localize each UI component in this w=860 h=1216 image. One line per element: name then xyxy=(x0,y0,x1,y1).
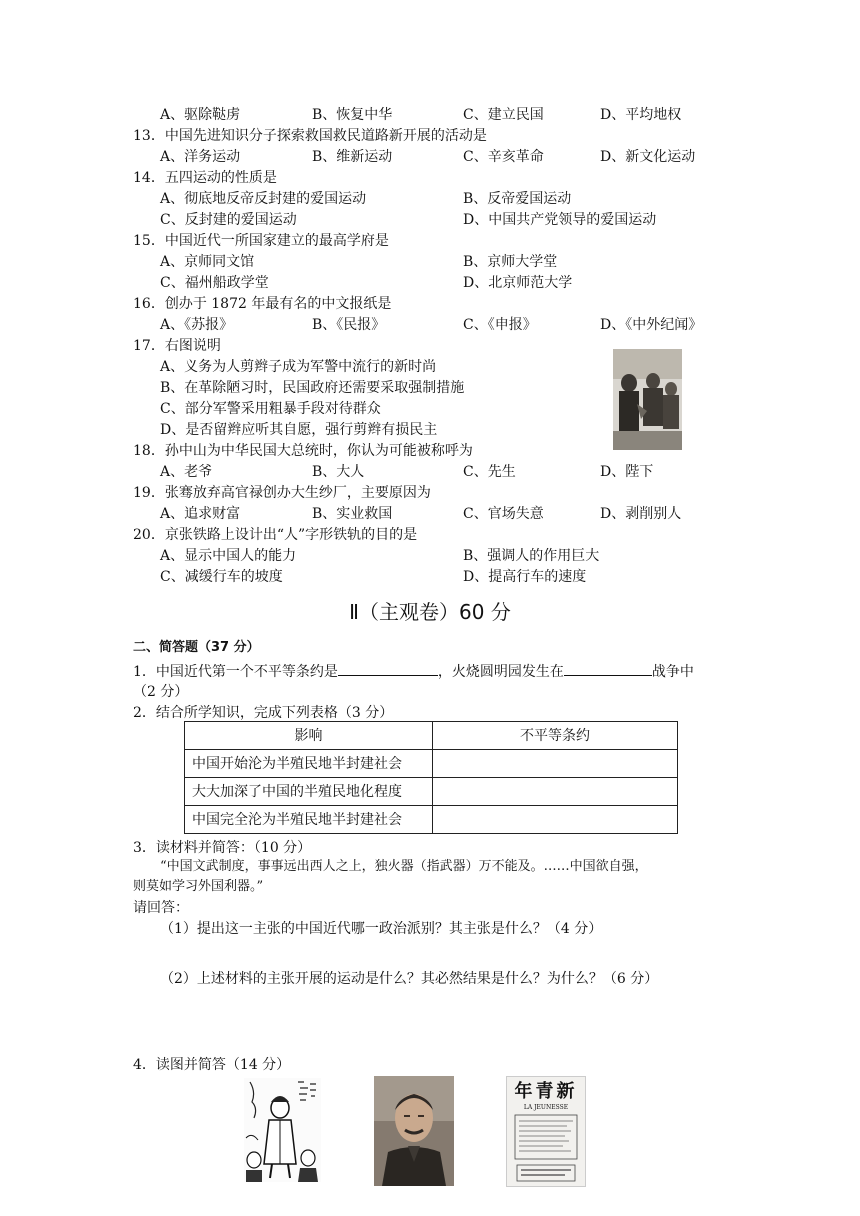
table-row xyxy=(185,750,678,778)
table-cell-answer[interactable] xyxy=(433,806,678,834)
q13-option-c: C、辛亥革命 xyxy=(463,149,544,165)
table-cell-influence: 中国开始沦为半殖民地半封建社会 xyxy=(185,750,433,778)
q17-option-d: D、是否留辫应听其自愿，强行剪辫有损民主 xyxy=(160,422,438,438)
table-header-influence: 影响 xyxy=(185,722,433,750)
q13-option-a: A、洋务运动 xyxy=(160,149,241,165)
q20-option-c: C、减缓行车的坡度 xyxy=(160,569,283,585)
q20-option-b: B、强调人的作用巨大 xyxy=(463,548,600,564)
s1-part1: 1．中国近代第一个不平等条约是 xyxy=(133,664,338,680)
q18-option-d: D、陛下 xyxy=(600,464,654,480)
q17-stem: 17．右图说明 xyxy=(133,338,221,354)
q20-option-d: D、提高行车的速度 xyxy=(463,569,587,585)
q12-option-b: B、恢复中华 xyxy=(312,107,393,123)
magazine-subtitle: LA JEUNESSE xyxy=(523,1104,569,1111)
q14-option-d: D、中国共产党领导的爱国运动 xyxy=(463,212,657,228)
q12-option-a: A、驱除鞑虏 xyxy=(160,107,241,123)
q16-option-b: B、《民报》 xyxy=(312,317,386,333)
q17-option-a: A、义务为人剪辫子成为军警中流行的新时尚 xyxy=(160,359,437,375)
q14-stem: 14．五四运动的性质是 xyxy=(133,170,277,186)
s1-blank-1[interactable] xyxy=(338,661,438,676)
cartoon-illustration xyxy=(244,1078,321,1182)
q13-option-d: D、新文化运动 xyxy=(600,149,696,165)
s1-score: （2 分） xyxy=(133,684,189,700)
q20-stem: 20．京张铁路上设计出“人”字形铁轨的目的是 xyxy=(133,527,418,543)
table-row xyxy=(185,778,678,806)
magazine-cover xyxy=(506,1076,586,1187)
q15-option-a: A、京师同文馆 xyxy=(160,254,255,270)
s3-stem: 3．读材料并简答：（10 分） xyxy=(133,840,312,856)
q12-option-d: D、平均地权 xyxy=(600,107,682,123)
q15-option-b: B、京师大学堂 xyxy=(463,254,558,270)
q16-option-c: C、《申报》 xyxy=(463,317,537,333)
q15-stem: 15．中国近代一所国家建立的最高学府是 xyxy=(133,233,389,249)
s3-sub-question-1: （1）提出这一主张的中国近代哪一政治派别？其主张是什么？（4 分） xyxy=(160,921,603,937)
s2-stem: 2．结合所学知识，完成下列表格（3 分） xyxy=(133,705,394,721)
treaty-table xyxy=(184,721,678,834)
section-heading: 二、简答题（37 分） xyxy=(133,640,260,655)
q18-option-c: C、先生 xyxy=(463,464,516,480)
section-title: Ⅱ（主观卷）60 分 xyxy=(349,600,511,624)
q12-option-c: C、建立民国 xyxy=(463,107,544,123)
table-cell-influence: 大大加深了中国的半殖民地化程度 xyxy=(185,778,433,806)
table-header-treaty: 不平等条约 xyxy=(433,722,678,750)
s1-blank-2[interactable] xyxy=(564,661,652,676)
s1-part2: ，火烧圆明园发生在 xyxy=(437,664,564,680)
s4-stem: 4．读图并简答（14 分） xyxy=(133,1057,291,1073)
q14-option-a: A、彻底地反帝反封建的爱国运动 xyxy=(160,191,367,207)
q16-option-a: A、《苏报》 xyxy=(160,317,234,333)
q16-stem: 16．创办于 1872 年最有名的中文报纸是 xyxy=(133,296,392,312)
q19-option-c: C、官场失意 xyxy=(463,506,544,522)
portrait-photo xyxy=(374,1076,454,1186)
q14-option-b: B、反帝爱国运动 xyxy=(463,191,572,207)
q19-option-b: B、实业救国 xyxy=(312,506,393,522)
s3-quote-line2: 则莫如学习外国利器。” xyxy=(133,879,264,894)
q19-stem: 19．张骞放弃高官禄创办大生纱厂，主要原因为 xyxy=(133,485,431,501)
q17-option-c: C、部分军警采用粗暴手段对待群众 xyxy=(160,401,381,417)
q18-option-a: A、老爷 xyxy=(160,464,213,480)
table-row xyxy=(185,806,678,834)
table-cell-influence: 中国完全沦为半殖民地半封建社会 xyxy=(185,806,433,834)
q13-option-b: B、维新运动 xyxy=(312,149,393,165)
q19-option-d: D、剥削别人 xyxy=(600,506,682,522)
q19-option-a: A、追求财富 xyxy=(160,506,241,522)
q18-stem: 18．孙中山为中华民国大总统时，你认为可能被称呼为 xyxy=(133,443,473,459)
queue-cutting-photo xyxy=(613,349,682,450)
table-cell-answer[interactable] xyxy=(433,750,678,778)
q17-option-b: B、在革除陋习时，民国政府还需要采取强制措施 xyxy=(160,380,465,396)
table-cell-answer[interactable] xyxy=(433,778,678,806)
q13-stem: 13．中国先进知识分子探索救国救民道路新开展的活动是 xyxy=(133,128,487,144)
q18-option-b: B、大人 xyxy=(312,464,365,480)
s3-ask: 请回答： xyxy=(133,900,189,916)
q15-option-d: D、北京师范大学 xyxy=(463,275,573,291)
s3-sub-question-2: （2）上述材料的主张开展的运动是什么？其必然结果是什么？为什么？（6 分） xyxy=(160,971,659,987)
q16-option-d: D、《中外纪闻》 xyxy=(600,317,703,333)
s3-quote-line1: “中国文武制度，事事远出西人之上，独火器（指武器）万不能及。……中国欲自强， xyxy=(160,859,648,874)
table-header-row xyxy=(185,722,678,750)
s1-part3: 战争中 xyxy=(651,664,694,680)
magazine-title: 年青新 xyxy=(514,1081,578,1102)
q15-option-c: C、福州船政学堂 xyxy=(160,275,269,291)
q14-option-c: C、反封建的爱国运动 xyxy=(160,212,297,228)
s1-question xyxy=(133,661,694,681)
q20-option-a: A、显示中国人的能力 xyxy=(160,548,297,564)
